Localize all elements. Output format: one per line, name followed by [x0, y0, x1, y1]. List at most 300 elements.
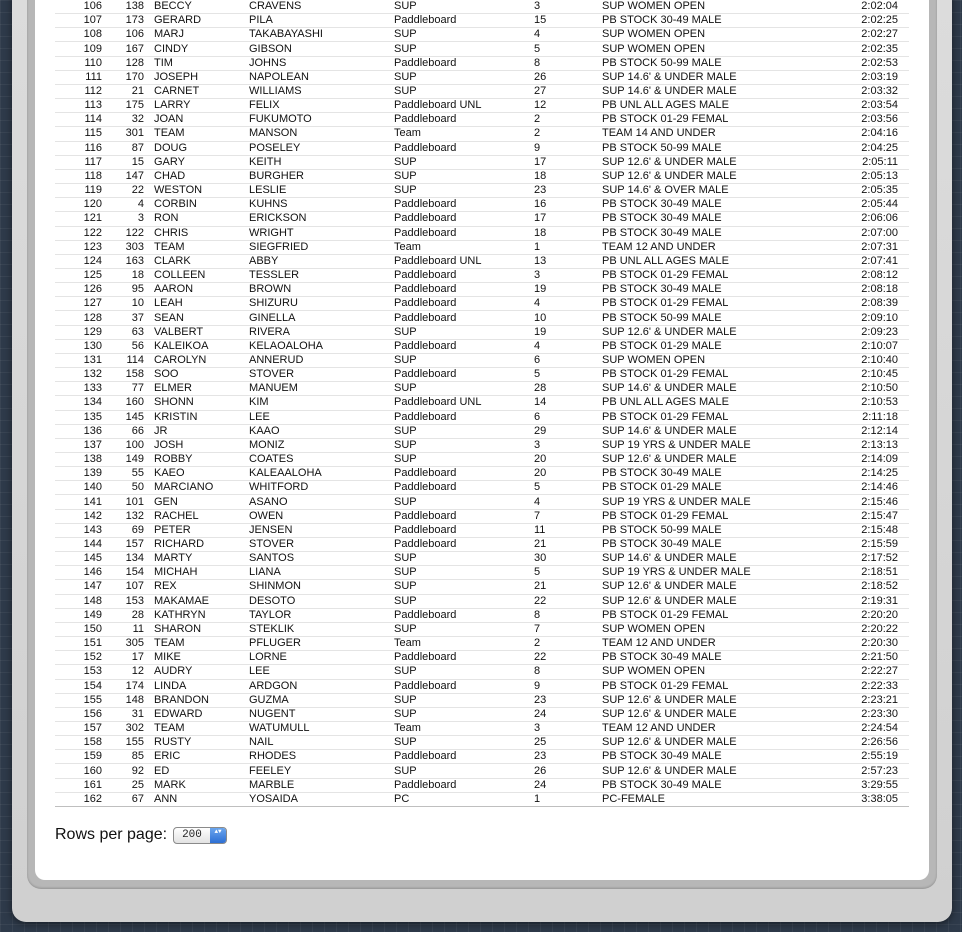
time-cell: 2:24:54: [812, 721, 909, 735]
table-row: [55, 339, 909, 353]
category-cell: PB STOCK 01-29 FEMAL: [602, 268, 812, 282]
category-cell: PB STOCK 50-99 MALE: [602, 141, 812, 155]
table-row: [55, 184, 909, 198]
category-cell: SUP 19 YRS & UNDER MALE: [602, 438, 812, 452]
first-name-cell: KATHRYN: [144, 608, 249, 622]
place-cell: 150: [55, 622, 102, 636]
time-cell: 2:19:31: [812, 594, 909, 608]
place-cell: 151: [55, 637, 102, 651]
last-name-cell: RIVERA: [249, 325, 394, 339]
last-name-cell: MARBLE: [249, 778, 394, 792]
time-cell: 2:23:30: [812, 707, 909, 721]
last-name-cell: WILLIAMS: [249, 84, 394, 98]
bib-cell: 155: [102, 736, 144, 750]
bib-cell: 134: [102, 552, 144, 566]
last-name-cell: KEITH: [249, 155, 394, 169]
table-row: [55, 14, 909, 28]
place-cell: 121: [55, 212, 102, 226]
category-cell: SUP 12.6' & UNDER MALE: [602, 764, 812, 778]
time-cell: 2:04:25: [812, 141, 909, 155]
time-cell: 2:07:41: [812, 254, 909, 268]
bib-cell: 114: [102, 353, 144, 367]
first-name-cell: ELMER: [144, 382, 249, 396]
place-cell: 118: [55, 169, 102, 183]
first-name-cell: MARTY: [144, 552, 249, 566]
class-cell: Paddleboard: [394, 198, 534, 212]
time-cell: 2:02:04: [812, 0, 909, 14]
time-cell: 2:02:25: [812, 14, 909, 28]
first-name-cell: BRANDON: [144, 693, 249, 707]
division-place-cell: 30: [534, 552, 602, 566]
time-cell: 2:14:25: [812, 467, 909, 481]
time-cell: 2:20:22: [812, 622, 909, 636]
first-name-cell: VALBERT: [144, 325, 249, 339]
class-cell: SUP: [394, 84, 534, 98]
table-row: [55, 28, 909, 42]
last-name-cell: TAKABAYASHI: [249, 28, 394, 42]
class-cell: SUP: [394, 184, 534, 198]
bib-cell: 302: [102, 721, 144, 735]
division-place-cell: 22: [534, 594, 602, 608]
time-cell: 2:26:56: [812, 736, 909, 750]
division-place-cell: 17: [534, 212, 602, 226]
first-name-cell: DOUG: [144, 141, 249, 155]
category-cell: TEAM 12 AND UNDER: [602, 721, 812, 735]
class-cell: SUP: [394, 495, 534, 509]
first-name-cell: CAROLYN: [144, 353, 249, 367]
bib-cell: 31: [102, 707, 144, 721]
last-name-cell: SIEGFRIED: [249, 240, 394, 254]
table-row: [55, 792, 909, 806]
table-row: [55, 127, 909, 141]
class-cell: Paddleboard: [394, 14, 534, 28]
time-cell: 2:14:46: [812, 481, 909, 495]
last-name-cell: CRAVENS: [249, 0, 394, 14]
division-place-cell: 25: [534, 736, 602, 750]
category-cell: SUP 14.6' & OVER MALE: [602, 184, 812, 198]
category-cell: PB STOCK 50-99 MALE: [602, 523, 812, 537]
division-place-cell: 20: [534, 453, 602, 467]
table-row: [55, 424, 909, 438]
place-cell: 120: [55, 198, 102, 212]
place-cell: 129: [55, 325, 102, 339]
place-cell: 115: [55, 127, 102, 141]
category-cell: PB STOCK 30-49 MALE: [602, 226, 812, 240]
time-cell: 2:09:23: [812, 325, 909, 339]
category-cell: PB STOCK 01-29 FEMAL: [602, 509, 812, 523]
category-cell: SUP 12.6' & UNDER MALE: [602, 169, 812, 183]
place-cell: 139: [55, 467, 102, 481]
table-row: [55, 552, 909, 566]
time-cell: 2:10:45: [812, 368, 909, 382]
table-row: [55, 453, 909, 467]
last-name-cell: DESOTO: [249, 594, 394, 608]
category-cell: SUP 12.6' & UNDER MALE: [602, 594, 812, 608]
bib-cell: 138: [102, 0, 144, 14]
first-name-cell: KAEO: [144, 467, 249, 481]
table-row: [55, 481, 909, 495]
bib-cell: 56: [102, 339, 144, 353]
select-arrows-icon: ▲▼: [210, 828, 226, 843]
class-cell: Paddleboard UNL: [394, 254, 534, 268]
last-name-cell: RHODES: [249, 750, 394, 764]
first-name-cell: TIM: [144, 56, 249, 70]
bib-cell: 158: [102, 368, 144, 382]
bib-cell: 303: [102, 240, 144, 254]
place-cell: 126: [55, 283, 102, 297]
last-name-cell: JOHNS: [249, 56, 394, 70]
first-name-cell: RACHEL: [144, 509, 249, 523]
place-cell: 162: [55, 792, 102, 806]
last-name-cell: KALEAALOHA: [249, 467, 394, 481]
place-cell: 137: [55, 438, 102, 452]
last-name-cell: JENSEN: [249, 523, 394, 537]
division-place-cell: 8: [534, 608, 602, 622]
first-name-cell: KALEIKOA: [144, 339, 249, 353]
place-cell: 158: [55, 736, 102, 750]
last-name-cell: KAAO: [249, 424, 394, 438]
last-name-cell: KIM: [249, 396, 394, 410]
category-cell: SUP 12.6' & UNDER MALE: [602, 325, 812, 339]
bib-cell: 154: [102, 566, 144, 580]
division-place-cell: 24: [534, 778, 602, 792]
time-cell: 2:15:48: [812, 523, 909, 537]
first-name-cell: RICHARD: [144, 537, 249, 551]
time-cell: 2:05:35: [812, 184, 909, 198]
table-row: [55, 580, 909, 594]
rows-per-page-select[interactable]: [173, 827, 227, 844]
bib-cell: 175: [102, 99, 144, 113]
class-cell: SUP: [394, 665, 534, 679]
place-cell: 154: [55, 679, 102, 693]
last-name-cell: OWEN: [249, 509, 394, 523]
division-place-cell: 4: [534, 28, 602, 42]
division-place-cell: 24: [534, 707, 602, 721]
time-cell: 2:15:46: [812, 495, 909, 509]
last-name-cell: LIANA: [249, 566, 394, 580]
bib-cell: 174: [102, 679, 144, 693]
first-name-cell: SHARON: [144, 622, 249, 636]
class-cell: Paddleboard: [394, 608, 534, 622]
first-name-cell: SOO: [144, 368, 249, 382]
class-cell: Paddleboard: [394, 141, 534, 155]
time-cell: 2:02:27: [812, 28, 909, 42]
table-row: [55, 325, 909, 339]
last-name-cell: GINELLA: [249, 311, 394, 325]
place-cell: 116: [55, 141, 102, 155]
bib-cell: 122: [102, 226, 144, 240]
table-row: [55, 707, 909, 721]
category-cell: PB UNL ALL AGES MALE: [602, 254, 812, 268]
category-cell: PB STOCK 01-29 FEMAL: [602, 608, 812, 622]
last-name-cell: PFLUGER: [249, 637, 394, 651]
division-place-cell: 7: [534, 509, 602, 523]
division-place-cell: 1: [534, 792, 602, 806]
time-cell: 2:10:40: [812, 353, 909, 367]
category-cell: SUP 14.6' & UNDER MALE: [602, 70, 812, 84]
bib-cell: 77: [102, 382, 144, 396]
table-row: [55, 651, 909, 665]
bib-cell: 87: [102, 141, 144, 155]
last-name-cell: SANTOS: [249, 552, 394, 566]
first-name-cell: ED: [144, 764, 249, 778]
last-name-cell: MANUEM: [249, 382, 394, 396]
last-name-cell: LESLIE: [249, 184, 394, 198]
bib-cell: 18: [102, 268, 144, 282]
first-name-cell: JOAN: [144, 113, 249, 127]
table-row: [55, 608, 909, 622]
table-row: [55, 495, 909, 509]
bib-cell: 11: [102, 622, 144, 636]
bib-cell: 149: [102, 453, 144, 467]
first-name-cell: MIKE: [144, 651, 249, 665]
bib-cell: 170: [102, 70, 144, 84]
table-row: [55, 396, 909, 410]
division-place-cell: 19: [534, 325, 602, 339]
bib-cell: 17: [102, 651, 144, 665]
class-cell: Paddleboard: [394, 481, 534, 495]
table-row: [55, 198, 909, 212]
first-name-cell: LEAH: [144, 297, 249, 311]
bib-cell: 167: [102, 42, 144, 56]
table-row: [55, 155, 909, 169]
bib-cell: 145: [102, 410, 144, 424]
table-row: [55, 353, 909, 367]
first-name-cell: JR: [144, 424, 249, 438]
division-place-cell: 23: [534, 750, 602, 764]
last-name-cell: BROWN: [249, 283, 394, 297]
place-cell: 135: [55, 410, 102, 424]
class-cell: Paddleboard: [394, 750, 534, 764]
place-cell: 131: [55, 353, 102, 367]
time-cell: 2:02:35: [812, 42, 909, 56]
rows-per-page-label: Rows per page:: [55, 826, 168, 843]
place-cell: 125: [55, 268, 102, 282]
first-name-cell: CARNET: [144, 84, 249, 98]
place-cell: 123: [55, 240, 102, 254]
category-cell: PB STOCK 01-29 MALE: [602, 481, 812, 495]
last-name-cell: ASANO: [249, 495, 394, 509]
table-row: [55, 297, 909, 311]
category-cell: PB STOCK 30-49 MALE: [602, 212, 812, 226]
class-cell: Team: [394, 240, 534, 254]
first-name-cell: MAKAMAE: [144, 594, 249, 608]
first-name-cell: BECCY: [144, 0, 249, 14]
last-name-cell: PILA: [249, 14, 394, 28]
last-name-cell: GIBSON: [249, 42, 394, 56]
division-place-cell: 3: [534, 0, 602, 14]
division-place-cell: 3: [534, 438, 602, 452]
table-row: [55, 254, 909, 268]
time-cell: 2:04:16: [812, 127, 909, 141]
bib-cell: 32: [102, 113, 144, 127]
class-cell: SUP: [394, 42, 534, 56]
last-name-cell: ANNERUD: [249, 353, 394, 367]
last-name-cell: ABBY: [249, 254, 394, 268]
first-name-cell: CINDY: [144, 42, 249, 56]
first-name-cell: KRISTIN: [144, 410, 249, 424]
first-name-cell: LINDA: [144, 679, 249, 693]
last-name-cell: YOSAIDA: [249, 792, 394, 806]
first-name-cell: COLLEEN: [144, 268, 249, 282]
place-cell: 159: [55, 750, 102, 764]
class-cell: PC: [394, 792, 534, 806]
category-cell: PB STOCK 01-29 FEMAL: [602, 113, 812, 127]
last-name-cell: LEE: [249, 665, 394, 679]
table-row: [55, 240, 909, 254]
table-row: [55, 382, 909, 396]
place-cell: 148: [55, 594, 102, 608]
division-place-cell: 9: [534, 141, 602, 155]
category-cell: SUP 14.6' & UNDER MALE: [602, 84, 812, 98]
last-name-cell: FUKUMOTO: [249, 113, 394, 127]
division-place-cell: 2: [534, 637, 602, 651]
last-name-cell: COATES: [249, 453, 394, 467]
table-row: [55, 679, 909, 693]
table-row: [55, 84, 909, 98]
category-cell: TEAM 12 AND UNDER: [602, 240, 812, 254]
place-cell: 112: [55, 84, 102, 98]
last-name-cell: NAPOLEAN: [249, 70, 394, 84]
category-cell: PB STOCK 01-29 FEMAL: [602, 410, 812, 424]
category-cell: TEAM 14 AND UNDER: [602, 127, 812, 141]
table-row: [55, 410, 909, 424]
category-cell: PB STOCK 30-49 MALE: [602, 750, 812, 764]
first-name-cell: JOSH: [144, 438, 249, 452]
division-place-cell: 9: [534, 679, 602, 693]
time-cell: 2:12:14: [812, 424, 909, 438]
class-cell: SUP: [394, 0, 534, 14]
class-cell: SUP: [394, 622, 534, 636]
bib-cell: 12: [102, 665, 144, 679]
last-name-cell: LEE: [249, 410, 394, 424]
place-cell: 157: [55, 721, 102, 735]
category-cell: PB STOCK 01-29 MALE: [602, 339, 812, 353]
first-name-cell: WESTON: [144, 184, 249, 198]
results-body: [55, 0, 909, 806]
first-name-cell: AUDRY: [144, 665, 249, 679]
category-cell: SUP 12.6' & UNDER MALE: [602, 453, 812, 467]
place-cell: 109: [55, 42, 102, 56]
table-row: [55, 750, 909, 764]
results-table: [55, 0, 909, 807]
bib-cell: 66: [102, 424, 144, 438]
time-cell: 2:18:52: [812, 580, 909, 594]
bib-cell: 63: [102, 325, 144, 339]
division-place-cell: 4: [534, 297, 602, 311]
place-cell: 156: [55, 707, 102, 721]
class-cell: SUP: [394, 693, 534, 707]
bib-cell: 10: [102, 297, 144, 311]
class-cell: Paddleboard: [394, 297, 534, 311]
category-cell: PB STOCK 30-49 MALE: [602, 14, 812, 28]
division-place-cell: 13: [534, 254, 602, 268]
table-row: [55, 226, 909, 240]
category-cell: PB STOCK 01-29 FEMAL: [602, 679, 812, 693]
category-cell: SUP WOMEN OPEN: [602, 28, 812, 42]
class-cell: SUP: [394, 580, 534, 594]
first-name-cell: CHAD: [144, 169, 249, 183]
first-name-cell: ANN: [144, 792, 249, 806]
class-cell: Team: [394, 637, 534, 651]
last-name-cell: SHIZURU: [249, 297, 394, 311]
class-cell: Paddleboard: [394, 467, 534, 481]
first-name-cell: GARY: [144, 155, 249, 169]
class-cell: Paddleboard UNL: [394, 396, 534, 410]
first-name-cell: MARK: [144, 778, 249, 792]
first-name-cell: GEN: [144, 495, 249, 509]
bib-cell: 128: [102, 56, 144, 70]
category-cell: SUP 14.6' & UNDER MALE: [602, 552, 812, 566]
place-cell: 143: [55, 523, 102, 537]
table-row: [55, 764, 909, 778]
division-place-cell: 21: [534, 580, 602, 594]
category-cell: SUP WOMEN OPEN: [602, 353, 812, 367]
last-name-cell: FELIX: [249, 99, 394, 113]
last-name-cell: TESSLER: [249, 268, 394, 282]
category-cell: SUP WOMEN OPEN: [602, 622, 812, 636]
division-place-cell: 6: [534, 353, 602, 367]
table-row: [55, 509, 909, 523]
place-cell: 107: [55, 14, 102, 28]
bib-cell: 3: [102, 212, 144, 226]
first-name-cell: JOSEPH: [144, 70, 249, 84]
time-cell: 2:07:00: [812, 226, 909, 240]
place-cell: 110: [55, 56, 102, 70]
last-name-cell: ERICKSON: [249, 212, 394, 226]
class-cell: Paddleboard: [394, 226, 534, 240]
bib-cell: 157: [102, 537, 144, 551]
bib-cell: 106: [102, 28, 144, 42]
last-name-cell: STEKLIK: [249, 622, 394, 636]
time-cell: 3:38:05: [812, 792, 909, 806]
division-place-cell: 10: [534, 311, 602, 325]
category-cell: SUP 12.6' & UNDER MALE: [602, 693, 812, 707]
last-name-cell: LORNE: [249, 651, 394, 665]
first-name-cell: SEAN: [144, 311, 249, 325]
first-name-cell: RUSTY: [144, 736, 249, 750]
last-name-cell: MONIZ: [249, 438, 394, 452]
last-name-cell: GUZMA: [249, 693, 394, 707]
class-cell: Paddleboard: [394, 212, 534, 226]
division-place-cell: 1: [534, 240, 602, 254]
table-row: [55, 778, 909, 792]
division-place-cell: 8: [534, 56, 602, 70]
first-name-cell: SHONN: [144, 396, 249, 410]
class-cell: SUP: [394, 552, 534, 566]
bib-cell: 4: [102, 198, 144, 212]
first-name-cell: EDWARD: [144, 707, 249, 721]
division-place-cell: 23: [534, 184, 602, 198]
time-cell: 3:29:55: [812, 778, 909, 792]
first-name-cell: TEAM: [144, 721, 249, 735]
class-cell: SUP: [394, 707, 534, 721]
bib-cell: 107: [102, 580, 144, 594]
category-cell: PB STOCK 30-49 MALE: [602, 283, 812, 297]
class-cell: Paddleboard: [394, 283, 534, 297]
first-name-cell: PETER: [144, 523, 249, 537]
place-cell: 106: [55, 0, 102, 14]
first-name-cell: RON: [144, 212, 249, 226]
place-cell: 146: [55, 566, 102, 580]
bib-cell: 301: [102, 127, 144, 141]
category-cell: PB STOCK 01-29 FEMAL: [602, 297, 812, 311]
time-cell: 2:20:20: [812, 608, 909, 622]
last-name-cell: WRIGHT: [249, 226, 394, 240]
place-cell: 128: [55, 311, 102, 325]
first-name-cell: REX: [144, 580, 249, 594]
bib-cell: 69: [102, 523, 144, 537]
